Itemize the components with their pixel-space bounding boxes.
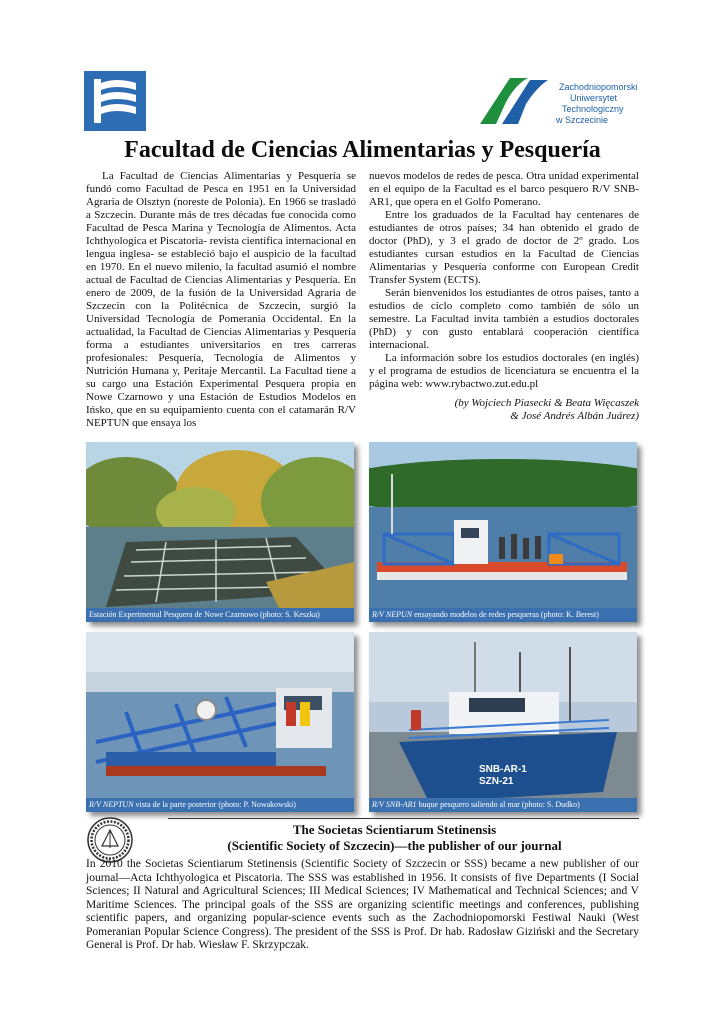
photo-fish-station (86, 442, 354, 622)
university-name-line: Zachodniopomorski (559, 82, 638, 92)
article-paragraph: La Facultad de Ciencias Alimentarias y Pesquería se fundó como Facultad de Pesca en 1951 en la Universidad Agraria de Olsztyn (noreste de Polonia). En 1966 se trasladó a Szczecin. Durante más de tres décadas fue conocida como Facultad de Pesca Marina y Tecnología de Alimentos. Acta Ichthyologica et Piscatoria- revista científica internacional en lengua inglesa- se estableció bajo el auspicio de la facultad en 1970. En el nuevo milenio, la facultad asumió el nombre actual de Facultad de Ciencias Alimentarias y Pesquería. En enero de 2009, de la fusión de la Universidad Agraria de Szczecin con la Politécnica de Szczecin, surgió la Universidad Tecnología de Pomerania Occidental. En la actualidad, la Facultad de Ciencias Alimentarias y Pesquería forma a estudiantes universitarios en tres carreras profesionales: Pesquería, Tecnología de Alimentos y Nutrición Humana y, Peritaje Mercantil. La Facultad tiene a su cargo una Estación Experimental Pesquera propia en Nowe Czarnowo y una Estación de Estudios Modelos en Ińsko, que en su equipamiento cuenta con el catamarán R/V NEPTUN que ensaya los (86, 170, 356, 429)
section-title-line: (Scientific Society of Szczecin)—the publisher of our journal (227, 838, 562, 853)
article-paragraph: nuevos modelos de redes de pesca. Otra unidad experimental en el equipo de la Facultad es el barco pesquero R/V SNB-AR1, que opera en el Golfo Pomerano. (369, 170, 639, 208)
university-name-line: Technologiczny (562, 104, 624, 114)
society-seal (86, 816, 134, 864)
section-divider (168, 818, 639, 819)
university-name-line: w Szczecinie (556, 115, 609, 125)
photo-caption: Estación Experimental Pesquera de Nowe Czarnowo (photo: S. Keszka) (86, 608, 354, 622)
article-paragraph: Serán bienvenidos los estudiantes de otros países, tanto a estudios de ciclo completo como también de sólo un semestre. La Facultad invita también a estudios doctorales (PhD) y con gusto entablará cooperación científica internacional. (369, 287, 639, 351)
photo-fishing-vessel (369, 632, 637, 812)
byline-line: & José Andrés Albán Juárez) (510, 410, 639, 422)
article-right-column (369, 170, 639, 423)
boat-marking: SNB-AR-1 (479, 764, 527, 775)
boat-marking: SZN-21 (479, 776, 514, 787)
university-name-line: Uniwersytet (570, 93, 618, 103)
section-title (150, 822, 639, 854)
faculty-logo (84, 71, 146, 131)
university-logo (476, 76, 556, 126)
photo-caption: R/V NEPTUN vista de la parte posterior (photo: P. Nowakowski) (86, 798, 354, 812)
section-paragraph: In 2010 the Societas Scientiarum Stetinensis (Scientific Society of Szczecin or SSS) became a new publisher of our journal—Acta Ichthyologica et Piscatoria. The SSS was established in 1956. It consists of five Departments (I Social Sciences; II Natural and Agricultural Sciences; III Medical Sciences; IV Mathematical and Technical Sciences; and V Maritime Sciences. The principal goals of the SSS are organizing scientific meetings and conferences, publishing scientific papers, and organizing popular-science events such as the Zachodniopomorski Festiwal Nauki (West Pomeranian Popular Science Congress). The president of the SSS is Prof. Dr hab. Radosław Giziński and the Secretary General is Prof. Dr hab. Wiesław F. Skrzypczak. (86, 858, 639, 951)
article-paragraph: La información sobre los estudios doctorales (en inglés) y el programa de estudios de licenciatura se encuentra el la página web: www.rybactwo.zut.edu.pl (369, 352, 639, 390)
photo-caption: R/V NEPUN ensayando modelos de redes pesqueras (photo: K. Berest) (369, 608, 637, 622)
page-title: Facultad de Ciencias Alimentarias y Pesquería (124, 137, 601, 163)
author-byline (369, 397, 639, 423)
byline-line: (by Wojciech Piasecki & Beata Więcaszek (454, 397, 639, 409)
article-paragraph: Entre los graduados de la Facultad hay centenares de estudiantes de otros países; 34 han obtenido el grado de doctor (PhD), y 3 el grado de doctor de 2º grado. Los estudiantes cursan estudios en la Facultad de Ciencias Alimentarias y Pesquería conforme con European Credit Transfer System (ECTS). (369, 209, 639, 286)
photo-catamaran-nets (369, 442, 637, 622)
section-title-line: The Societas Scientiarum Stetinensis (292, 822, 497, 837)
university-name (556, 82, 638, 126)
photo-catamaran-rear (86, 632, 354, 812)
photo-caption: R/V SNB-AR1 buque pesquero saliendo al mar (photo: S. Dudko) (369, 798, 637, 812)
section-body (86, 858, 639, 953)
article-left-column (86, 170, 356, 430)
